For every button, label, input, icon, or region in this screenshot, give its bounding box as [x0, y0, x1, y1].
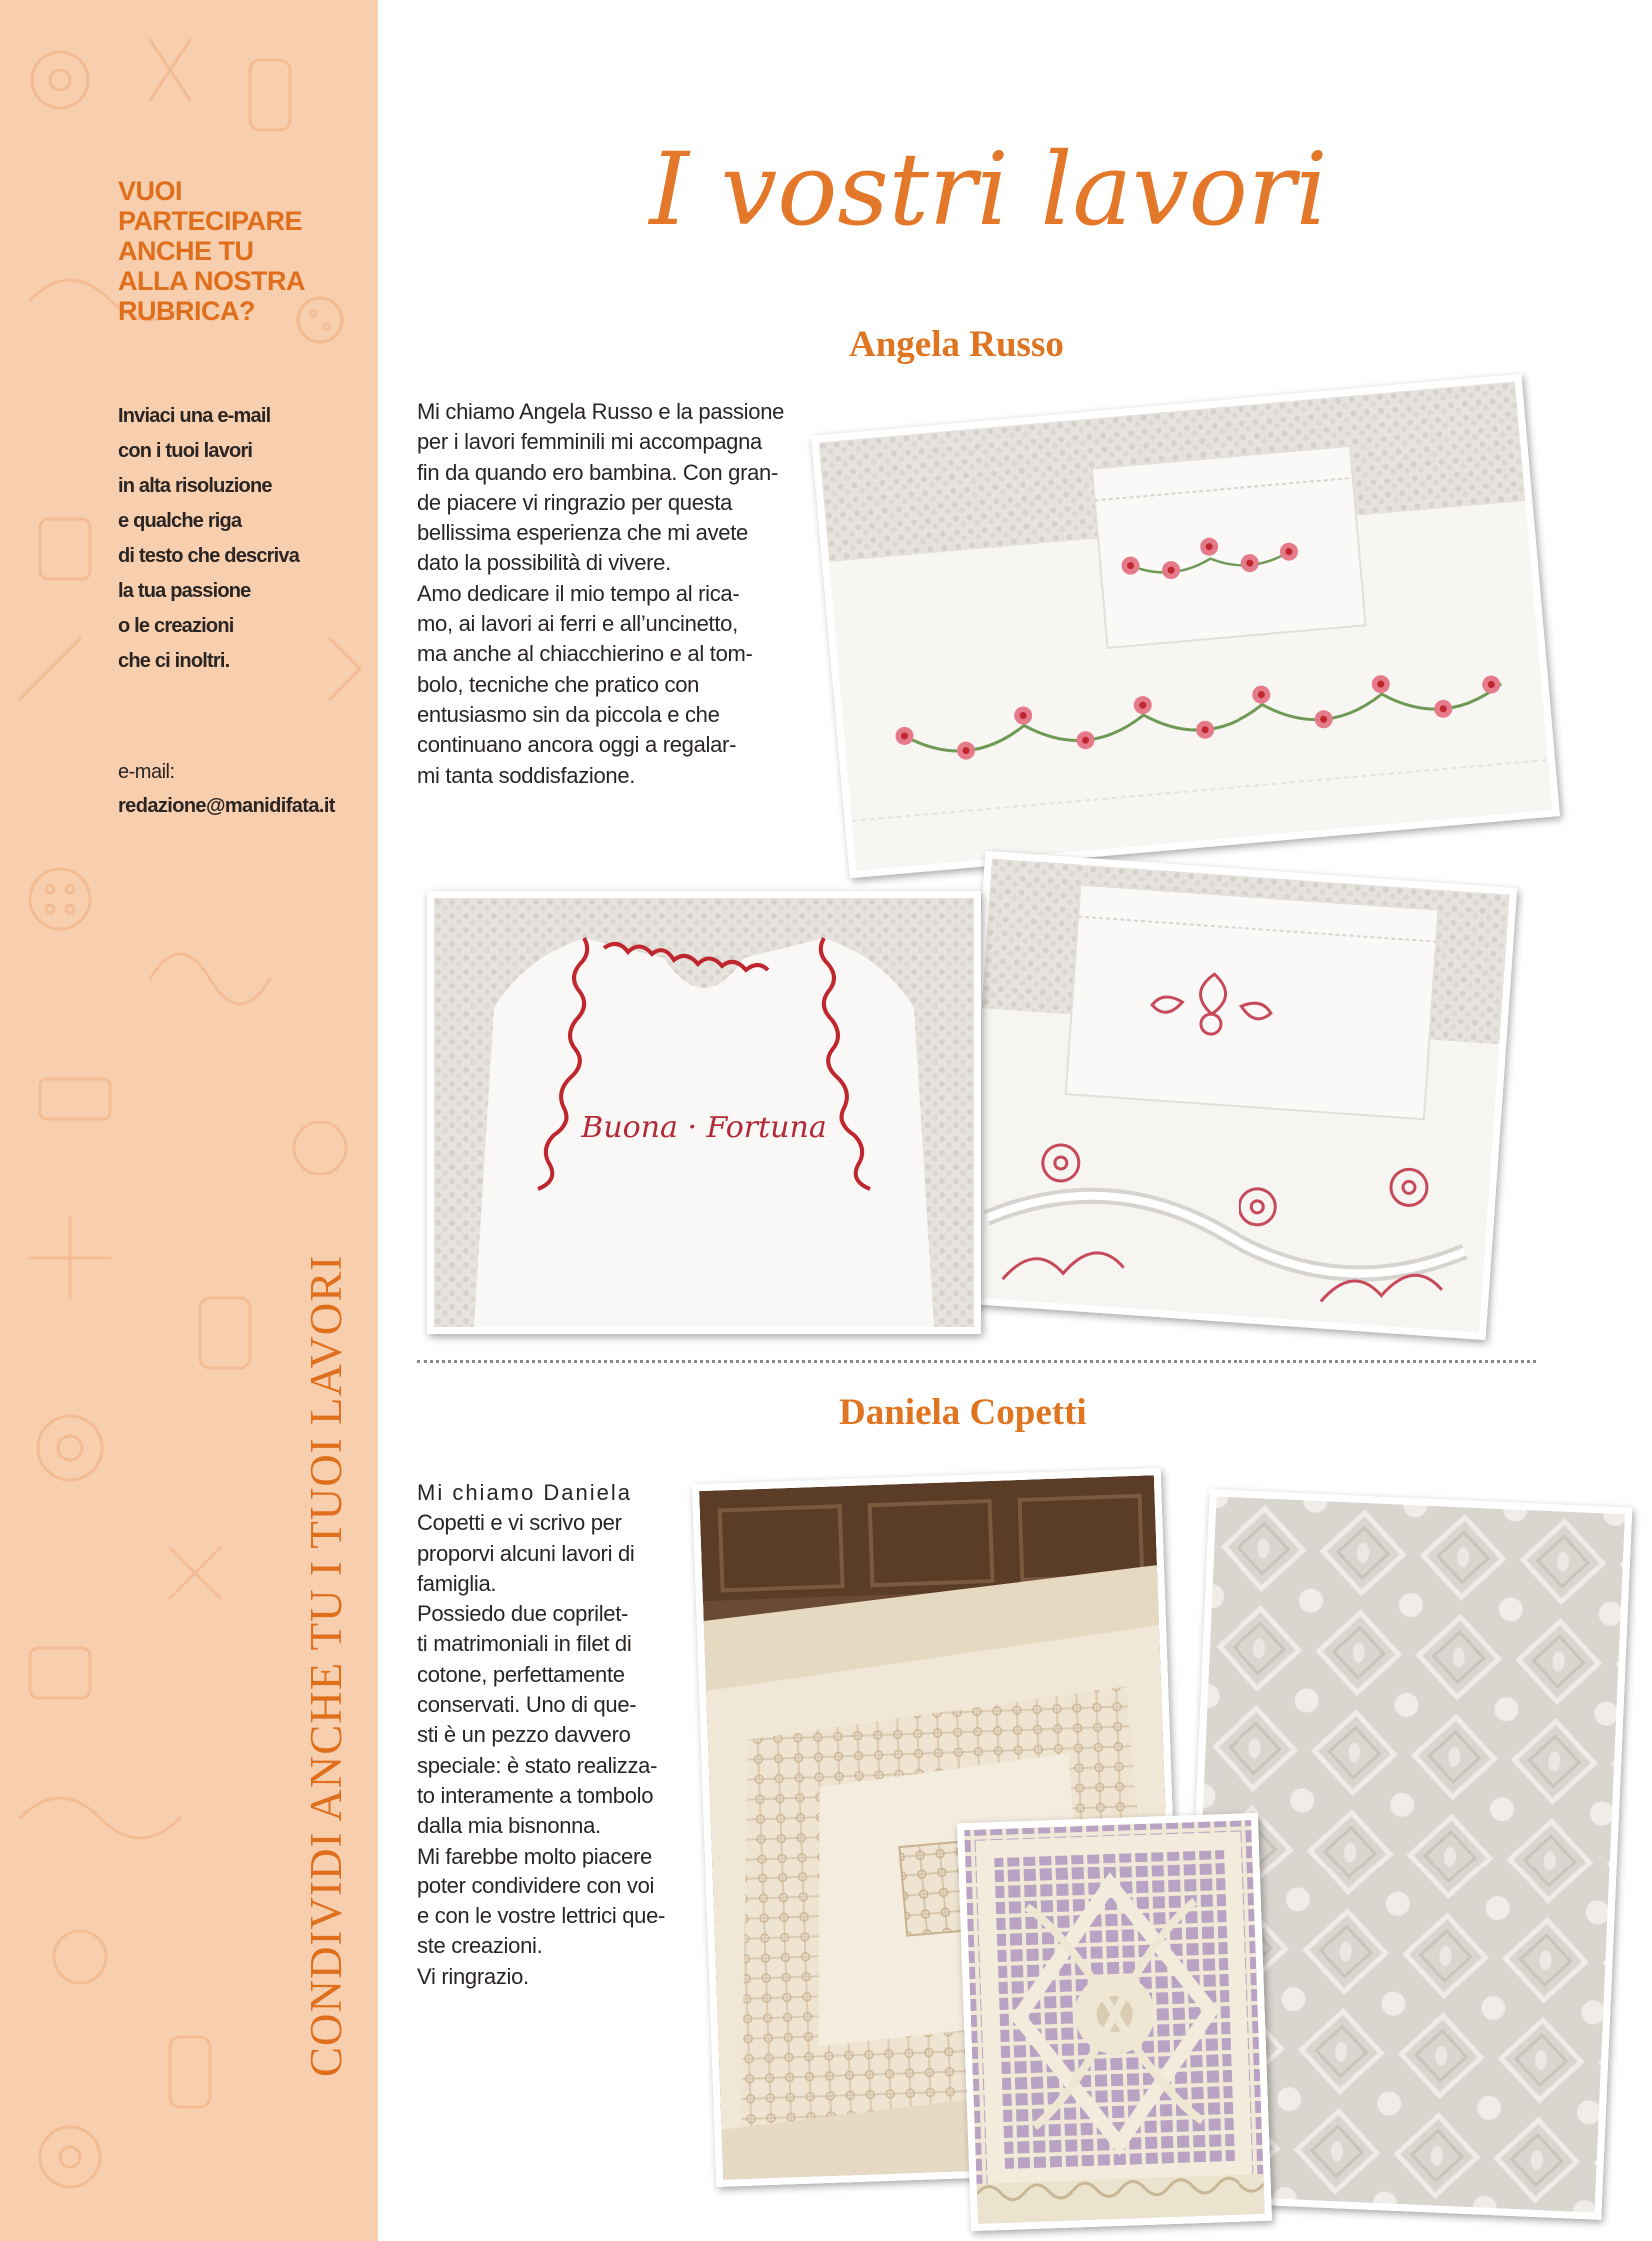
- sidebar-heading-line: RUBRICA?: [118, 296, 255, 326]
- sidebar-text-line: la tua passione: [118, 580, 251, 602]
- sidebar-instructions: [118, 399, 368, 679]
- photo-embroidered-pillowcase: [811, 374, 1560, 879]
- text-line: sti è un pezzo davvero: [417, 1722, 631, 1748]
- text-line: continuano ancora oggi a regalar-: [417, 732, 737, 758]
- text-line: e con le vostre lettrici que-: [417, 1903, 666, 1929]
- text-line: ste creazioni.: [417, 1933, 543, 1959]
- email-address[interactable]: redazione@manidifata.it: [118, 795, 335, 817]
- section-divider: [417, 1360, 1536, 1363]
- text-line: Copetti e vi scrivo per: [417, 1510, 622, 1536]
- sidebar-text-line: e qualche riga: [118, 510, 242, 532]
- text-line: dato la possibilità di vivere.: [417, 550, 671, 576]
- sidebar-heading-line: VUOI: [118, 176, 183, 206]
- text-line: bellissima esperienza che mi avete: [417, 520, 748, 546]
- text-line: speciale: è stato realizza-: [417, 1752, 658, 1778]
- sidebar-text-line: di testo che descriva: [118, 545, 300, 567]
- text-line: to interamente a tombolo: [417, 1782, 654, 1808]
- text-line: mi tanta soddisfazione.: [417, 762, 636, 788]
- text-line: Mi chiamo Angela Russo e la passione: [417, 399, 785, 424]
- text-line: ti matrimoniali in filet di: [417, 1631, 632, 1657]
- sidebar-heading-line: PARTECIPARE: [118, 206, 303, 236]
- article-text: [417, 1478, 687, 1992]
- sidebar-text-line: con i tuoi lavori: [118, 440, 253, 462]
- photo-cutwork-linen: [954, 851, 1517, 1340]
- text-line: Mi chiamo Daniela: [417, 1480, 632, 1505]
- text-line: cotone, perfettamente: [417, 1661, 625, 1687]
- text-line: Mi farebbe molto piacere: [417, 1843, 652, 1868]
- text-line: Possiedo due coprilet-: [417, 1601, 629, 1627]
- text-line: bolo, tecniche che pratico con: [417, 671, 700, 697]
- sidebar-heading-line: ALLA NOSTRA: [118, 266, 305, 296]
- sidebar-vertical-title: CONDIVIDI ANCHE TU I TUOI LAVORI: [301, 1254, 351, 2077]
- text-line: ma anche al chiacchierino e al tom-: [417, 641, 753, 667]
- photo-baby-dress: [427, 891, 981, 1334]
- embroidered-text: Buona · Fortuna: [581, 1111, 827, 1145]
- text-line: mo, ai lavori ai ferri e all’uncinetto,: [417, 611, 738, 637]
- author-name: Angela Russo: [849, 324, 1064, 365]
- sidebar-heading-line: ANCHE TU: [118, 236, 254, 266]
- email-label: e-mail:: [118, 761, 175, 783]
- sidebar: [0, 0, 378, 2241]
- sidebar-text-line: in alta risoluzione: [118, 475, 272, 497]
- article-text: [417, 397, 837, 791]
- text-line: per i lavori femminili mi accompagna: [417, 429, 762, 455]
- text-line: conservati. Uno di que-: [417, 1692, 637, 1718]
- sidebar-heading: [118, 176, 368, 326]
- text-line: Amo dedicare il mio tempo al rica-: [417, 580, 740, 606]
- author-name: Daniela Copetti: [839, 1392, 1087, 1433]
- text-line: proporvi alcuni lavori di: [417, 1540, 635, 1566]
- sidebar-text-line: che ci inoltri.: [118, 650, 230, 672]
- text-line: de piacere vi ringrazio per questa: [417, 489, 733, 515]
- text-line: famiglia.: [417, 1570, 497, 1596]
- text-line: poter condividere con voi: [417, 1872, 655, 1898]
- sidebar-text-line: o le creazioni: [118, 615, 234, 637]
- page-title: I vostri lavori: [649, 131, 1328, 248]
- photo-crochet-square: [957, 1813, 1272, 2231]
- text-line: fin da quando ero bambina. Con gran-: [417, 459, 779, 485]
- text-line: Vi ringrazio.: [417, 1963, 529, 1989]
- text-line: dalla mia bisnonna.: [417, 1813, 601, 1839]
- sidebar-text-line: Inviaci una e-mail: [118, 405, 271, 427]
- text-line: entusiasmo sin da piccola e che: [417, 701, 720, 727]
